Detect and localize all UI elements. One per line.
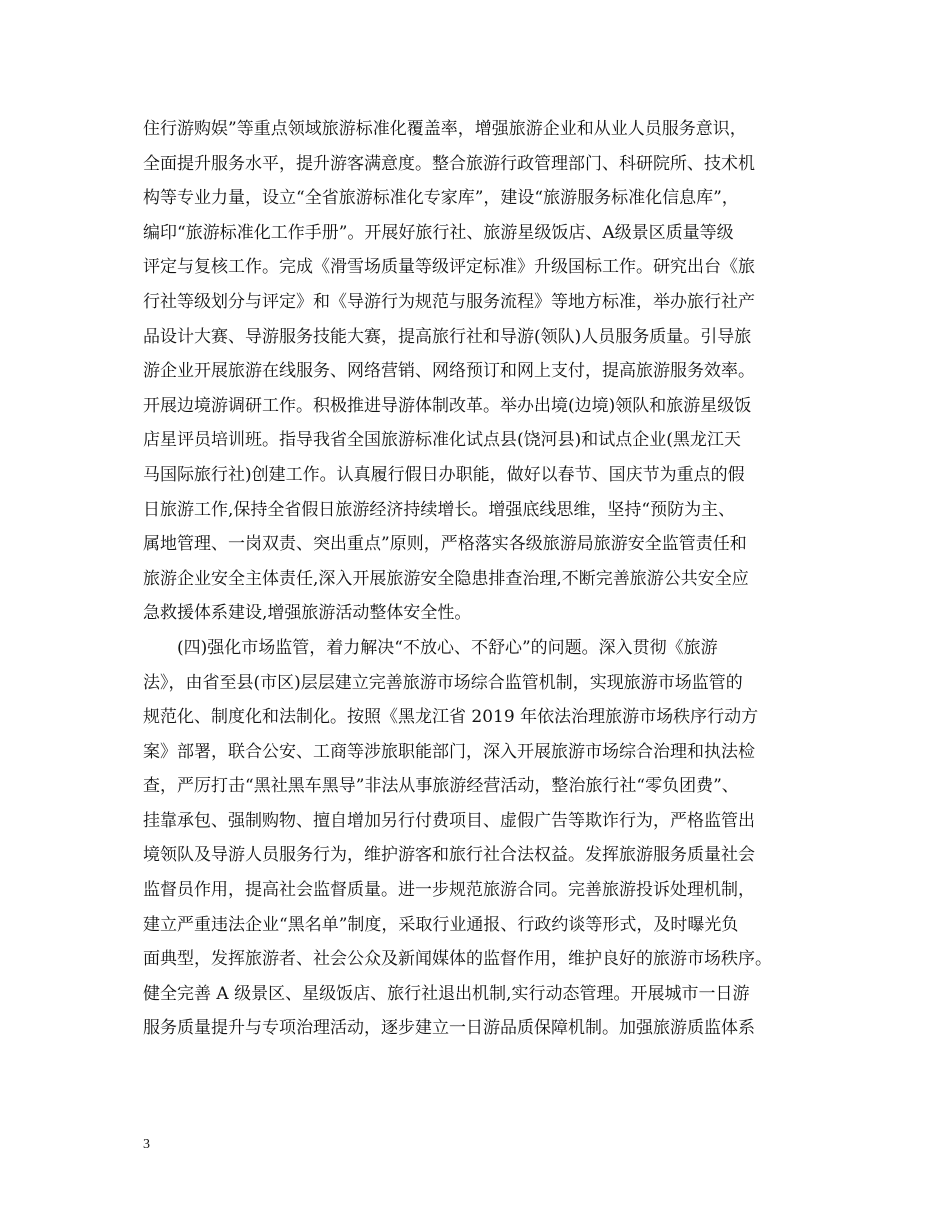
text-line: 属地管理、一岗双责、突出重点”原则，严格落实各级旅游局旅游安全监管责任和 <box>143 534 747 555</box>
text-line: 行社等级划分与评定》和《导游行为规范与服务流程》等地方标准，举办旅行社产 <box>143 291 755 312</box>
text-line: 旅游企业安全主体责任,深入开展旅游安全隐患排查治理,不断完善旅游公共安全应 <box>143 568 749 589</box>
text-line: 挂靠承包、强制购物、擅自增加另行付费项目、虚假广告等欺诈行为，严格监管出 <box>143 810 755 831</box>
text-line: 住行游购娱”等重点领域旅游标准化覆盖率，增强旅游企业和从业人员服务意识， <box>143 119 747 139</box>
text-line: 日旅游工作,保持全省假日旅游经济持续增长。增强底线思维，坚持“预防为主、 <box>143 499 736 520</box>
text-line: 健全完善 A 级景区、星级饭店、旅行社退出机制,实行动态管理。开展城市一日游 <box>143 983 750 1004</box>
text-line: 建立严重违法企业“黑名单”制度，采取行业通报、行政约谈等形式，及时曝光负 <box>143 914 739 935</box>
text-line: 面典型，发挥旅游者、社会公众及新闻媒体的监督作用，维护良好的旅游市场秩序。 <box>143 949 772 970</box>
text-line: 构等专业力量，设立“全省旅游标准化专家库”，建设“旅游服务标准化信息库”， <box>143 188 739 209</box>
text-line: 店星评员培训班。指导我省全国旅游标准化试点县(饶河县)和试点企业(黑龙江天 <box>143 430 741 451</box>
text-line: 境领队及导游人员服务行为，维护游客和旅行社合法权益。发挥旅游服务质量社会 <box>143 845 755 866</box>
text-line: 编印“旅游标准化工作手册”。开展好旅行社、旅游星级饭店、A级景区质量等级 <box>143 222 734 243</box>
text-line: 全面提升服务水平，提升游客满意度。整合旅游行政管理部门、科研院所、技术机 <box>143 153 755 174</box>
text-line: 评定与复核工作。完成《滑雪场质量等级评定标准》升级国标工作。研究出台《旅 <box>143 257 755 278</box>
text-line: 开展边境游调研工作。积极推进导游体制改革。举办出境(边境)领队和旅游星级饭 <box>143 395 752 416</box>
text-line: 法》，由省至县(市区)层层建立完善旅游市场综合监管机制，实现旅游市场监管的 <box>143 672 743 693</box>
text-line: 品设计大赛、导游服务技能大赛，提高旅行社和导游(领队)人员服务质量。引导旅 <box>143 326 752 347</box>
page-number: 3 <box>143 1137 150 1152</box>
text-line: 急救援体系建设,增强旅游活动整体安全性。 <box>143 603 472 624</box>
text-line: 监督员作用，提高社会监督质量。进一步规范旅游合同。完善旅游投诉处理机制， <box>143 880 755 901</box>
text-line: 规范化、制度化和法制化。按照《黑龙江省 2019 年依法治理旅游市场秩序行动方 <box>143 707 759 728</box>
paragraph-heading-line: (四)强化市场监管，着力解决“不放心、不舒心”的问题。深入贯彻《旅游 <box>177 637 718 658</box>
body-text <box>143 112 833 1046</box>
text-line: 案》部署，联合公安、工商等涉旅职能部门，深入开展旅游市场综合治理和执法检 <box>143 741 755 762</box>
text-line: 马国际旅行社)创建工作。认真履行假日办职能，做好以春节、国庆节为重点的假 <box>143 464 745 485</box>
text-line: 服务质量提升与专项治理活动，逐步建立一日游品质保障机制。加强旅游质监体系 <box>143 1018 755 1039</box>
text-line: 查，严厉打击“黑社黑车黑导”非法从事旅游经营活动，整治旅行社“零负团费”、 <box>143 776 739 797</box>
text-line: 游企业开展旅游在线服务、网络营销、网络预订和网上支付，提高旅游服务效率。 <box>143 361 755 382</box>
